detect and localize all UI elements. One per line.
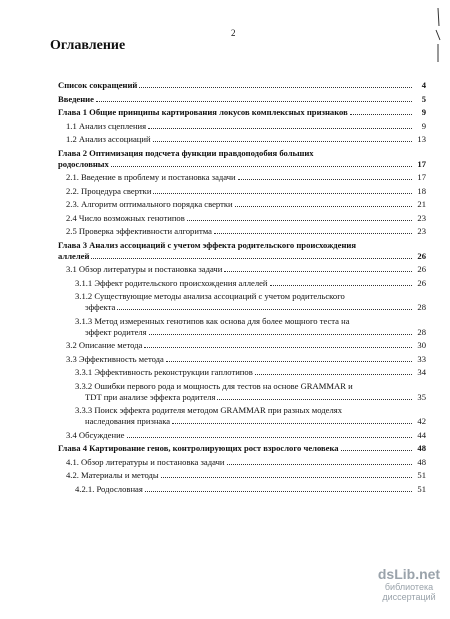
toc-leader-dots — [235, 205, 412, 207]
toc-entry-title: 3.1.1 Эффект родительского происхождения аллелей — [75, 277, 268, 288]
toc-entry-page: 4 — [421, 80, 426, 90]
toc-entry[interactable] — [58, 430, 426, 444]
toc-entry-title: 4.1. Обзор литературы и постановка задачи — [66, 456, 225, 467]
toc-entry-title: 3.2 Описание метода — [66, 340, 143, 350]
toc-entry-page: 30 — [417, 340, 426, 350]
toc-leader-dots — [350, 113, 412, 115]
toc-entry-title: Глава 3 Анализ ассоциаций с учетом эффекта родительского происхождения — [58, 239, 357, 250]
toc-entry-title: 3.3.1 Эффективность реконструкции гаплотипов — [75, 367, 253, 377]
toc-leader-dots — [148, 127, 412, 129]
toc-entry[interactable] — [58, 226, 426, 240]
toc-entry-title: 3.1.2 Существующие методы анализа ассоциаций с учетом родительского — [75, 291, 345, 301]
toc-entry-title: TDT при анализе эффекта родителя — [85, 391, 216, 402]
toc-entry-page: 23 — [417, 226, 426, 236]
toc-leader-dots — [270, 284, 412, 286]
toc-leader-dots — [127, 436, 413, 438]
toc-entry-title: 4.2.1. Родословная — [75, 483, 143, 494]
toc-entry[interactable] — [58, 213, 426, 227]
toc-entry-title: 3.1.3 Метод измеренных генотипов как основа для более мощного теста на — [75, 315, 350, 326]
toc-entry[interactable] — [58, 291, 426, 302]
toc-entry[interactable] — [58, 121, 426, 135]
toc-entry[interactable] — [58, 199, 426, 213]
toc-entry[interactable] — [58, 80, 426, 94]
toc-leader-dots — [161, 476, 412, 478]
toc-entry[interactable] — [58, 381, 426, 392]
toc-entry-page: 48 — [417, 443, 426, 453]
toc-entry-page: 35 — [417, 391, 426, 402]
toc-entry-title: 4.2. Материалы и методы — [66, 470, 159, 480]
toc-entry-title: наследования признака — [85, 416, 171, 426]
toc-entry-page: 18 — [417, 185, 426, 196]
toc-entry-title: 2.1. Введение в проблему и постановка задачи — [66, 172, 236, 182]
toc-leader-dots — [227, 463, 413, 465]
toc-entry[interactable] — [58, 186, 426, 200]
toc-entry[interactable] — [58, 148, 426, 159]
toc-leader-dots — [117, 308, 412, 310]
toc-leader-dots — [144, 346, 412, 348]
toc-entry[interactable] — [58, 405, 426, 416]
toc-leader-dots — [224, 270, 412, 272]
toc-entry[interactable] — [58, 316, 426, 327]
toc-entry-title: Список сокращений — [58, 80, 138, 90]
toc-entry-page: 9 — [421, 107, 426, 117]
toc-entry[interactable] — [58, 278, 426, 292]
toc-leader-dots — [153, 140, 412, 142]
toc-entry-page: 26 — [417, 250, 426, 261]
toc-entry-title: 3.3 Эффективность метода — [66, 353, 164, 364]
toc-leader-dots — [91, 257, 412, 259]
toc-entry-page: 28 — [417, 326, 426, 337]
toc-entry-page: 9 — [421, 120, 426, 131]
toc-leader-dots — [238, 178, 412, 180]
toc-entry-page: 51 — [417, 470, 426, 480]
toc-entry-title: 3.3.2 Ошибки первого рода и мощность для тестов на основе GRAMMAR и — [75, 380, 353, 391]
toc-entry[interactable] — [58, 107, 426, 121]
toc-entry-page: 13 — [417, 134, 426, 144]
toc-entry-title: Глава 2 Оптимизация подсчета функции правдоподобия больших — [58, 147, 314, 158]
toc-leader-dots — [341, 449, 412, 451]
toc-entry-title: Глава 1 Общие принципы картирования локусов комплексных признаков — [58, 107, 348, 117]
toc-entry-title: родословных — [58, 158, 109, 169]
toc-entry-page: 51 — [417, 483, 426, 494]
toc-entry-page: 21 — [417, 199, 426, 209]
toc-entry[interactable] — [58, 302, 426, 316]
toc-entry[interactable] — [58, 172, 426, 186]
toc-entry[interactable] — [58, 340, 426, 354]
toc-entry-page: 17 — [417, 172, 426, 182]
toc-entry-title: 3.1 Обзор литературы и постановка задачи — [66, 264, 223, 274]
toc-entry-page: 48 — [417, 456, 426, 467]
toc-entry[interactable] — [58, 484, 426, 498]
toc-entry-title: 2.4 Число возможных генотипов — [66, 212, 185, 223]
toc-leader-dots — [255, 373, 412, 375]
toc-entry-title: 1.2 Анализ ассоциаций — [66, 134, 151, 144]
toc-entry-title: 2.2. Процедура свертки — [66, 185, 152, 196]
toc-leader-dots — [153, 192, 412, 194]
toc-entry[interactable] — [58, 240, 426, 251]
toc-entry-page: 28 — [417, 302, 426, 312]
watermark-logo: dsLib.net — [377, 566, 441, 582]
toc-entry-page: 17 — [417, 158, 426, 169]
toc-entry-title: 2.3. Алгоритм оптимального порядка свертки — [66, 199, 233, 209]
toc-entry[interactable] — [58, 354, 426, 368]
toc-leader-dots — [214, 232, 412, 234]
toc-entry[interactable] — [58, 470, 426, 484]
toc-leader-dots — [166, 360, 412, 362]
toc-entry[interactable] — [58, 251, 426, 265]
toc-entry-title: Введение — [58, 93, 94, 104]
toc-entry[interactable] — [58, 443, 426, 457]
toc-entry-title: 3.3.3 Поиск эффекта родителя методом GRAMMAR при разных моделях — [75, 405, 343, 415]
toc-entry-title: 3.4 Обсуждение — [66, 429, 125, 440]
toc-leader-dots — [187, 219, 412, 221]
toc-entry[interactable] — [58, 367, 426, 381]
toc-entry-page: 26 — [417, 277, 426, 288]
toc-entry[interactable] — [58, 159, 426, 173]
toc-leader-dots — [111, 165, 412, 167]
toc-leader-dots — [145, 490, 412, 492]
toc-entry-title: Глава 4 Картирование генов, контролирующих рост взрослого человека — [58, 443, 339, 453]
toc-leader-dots — [217, 398, 412, 400]
toc-entry-page: 42 — [417, 416, 426, 426]
toc-entry[interactable] — [58, 134, 426, 148]
toc-entry-page: 34 — [417, 367, 426, 377]
page-number: 2 — [231, 28, 236, 38]
margin-handwriting — [430, 6, 446, 66]
toc-entry[interactable] — [58, 327, 426, 341]
table-of-contents — [58, 80, 426, 497]
watermark-subtitle: библиотека диссертаций — [382, 582, 436, 602]
toc-entry-page: 33 — [417, 353, 426, 364]
toc-entry-title: аллелей — [58, 250, 90, 261]
toc-entry-page: 44 — [417, 429, 426, 440]
toc-entry-page: 23 — [417, 212, 426, 223]
toc-entry-page: 5 — [421, 93, 426, 104]
toc-entry[interactable] — [58, 264, 426, 278]
toc-entry-title: 2.5 Проверка эффективности алгоритма — [66, 226, 212, 236]
page-title: Оглавление — [50, 38, 126, 53]
toc-leader-dots — [172, 422, 412, 424]
toc-leader-dots — [139, 86, 412, 88]
toc-entry[interactable] — [58, 392, 426, 406]
toc-leader-dots — [96, 100, 412, 102]
toc-leader-dots — [149, 333, 412, 335]
toc-entry-title: эффекта — [85, 302, 116, 312]
toc-entry-title: 1.1 Анализ сцепления — [66, 120, 147, 131]
toc-entry-page: 26 — [417, 264, 426, 274]
toc-entry[interactable] — [58, 94, 426, 108]
toc-entry[interactable] — [58, 416, 426, 430]
toc-entry-title: эффект родителя — [85, 326, 147, 337]
toc-entry[interactable] — [58, 457, 426, 471]
watermark — [370, 566, 448, 602]
